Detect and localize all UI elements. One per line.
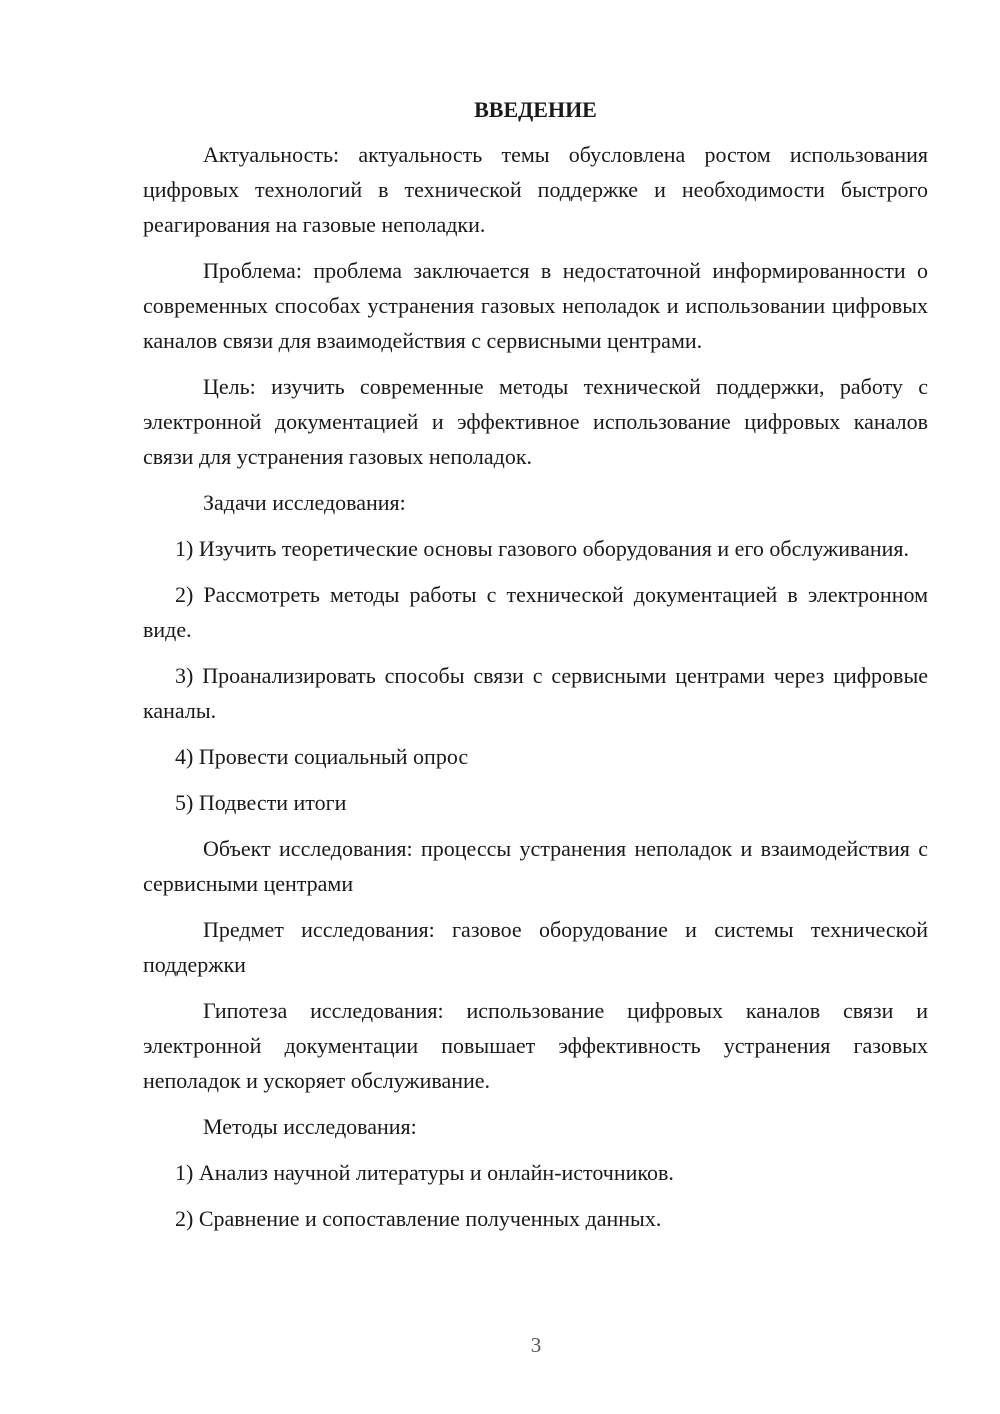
subject-paragraph: Предмет исследования: газовое оборудование и системы технической поддержки [143,917,928,977]
task-item-5: 5) Подвести итоги [175,790,347,815]
document-page [143,92,928,1247]
goal-paragraph: Цель: изучить современные методы технической поддержки, работу с электронной документацией и эффективное использование цифровых каналов связи для устранения газовых неполадок. [143,374,928,469]
method-item-2: 2) Сравнение и сопоставление полученных данных. [175,1206,662,1231]
page-number: 3 [530,1333,542,1357]
object-paragraph: Объект исследования: процессы устранения неполадок и взаимодействия с сервисными центрами [143,836,928,896]
section-title: ВВЕДЕНИЕ [474,97,597,122]
hypothesis-paragraph: Гипотеза исследования: использование цифровых каналов связи и электронной документации повышает эффективность устранения газовых неполадок и ускоряет обслуживание. [143,998,928,1093]
problem-paragraph: Проблема: проблема заключается в недостаточной информированности о современных способах устранения газовых неполадок и использовании цифровых каналов связи для взаимодействия с сервисными центрами. [143,258,928,353]
task-item-1: 1) Изучить теоретические основы газового оборудования и его обслуживания. [175,536,910,561]
methods-heading: Методы исследования: [203,1114,417,1139]
relevance-paragraph: Актуальность: актуальность темы обусловлена ростом использования цифровых технологий в технической поддержке и необходимости быстрого реагирования на газовые неполадки. [143,142,928,237]
method-item-1: 1) Анализ научной литературы и онлайн-источников. [175,1160,674,1185]
tasks-heading: Задачи исследования: [203,490,406,515]
task-item-2: 2) Рассмотреть методы работы с технической документацией в электронном виде. [143,582,928,642]
task-item-3: 3) Проанализировать способы связи с сервисными центрами через цифровые каналы. [143,663,928,723]
task-item-4: 4) Провести социальный опрос [175,744,469,769]
